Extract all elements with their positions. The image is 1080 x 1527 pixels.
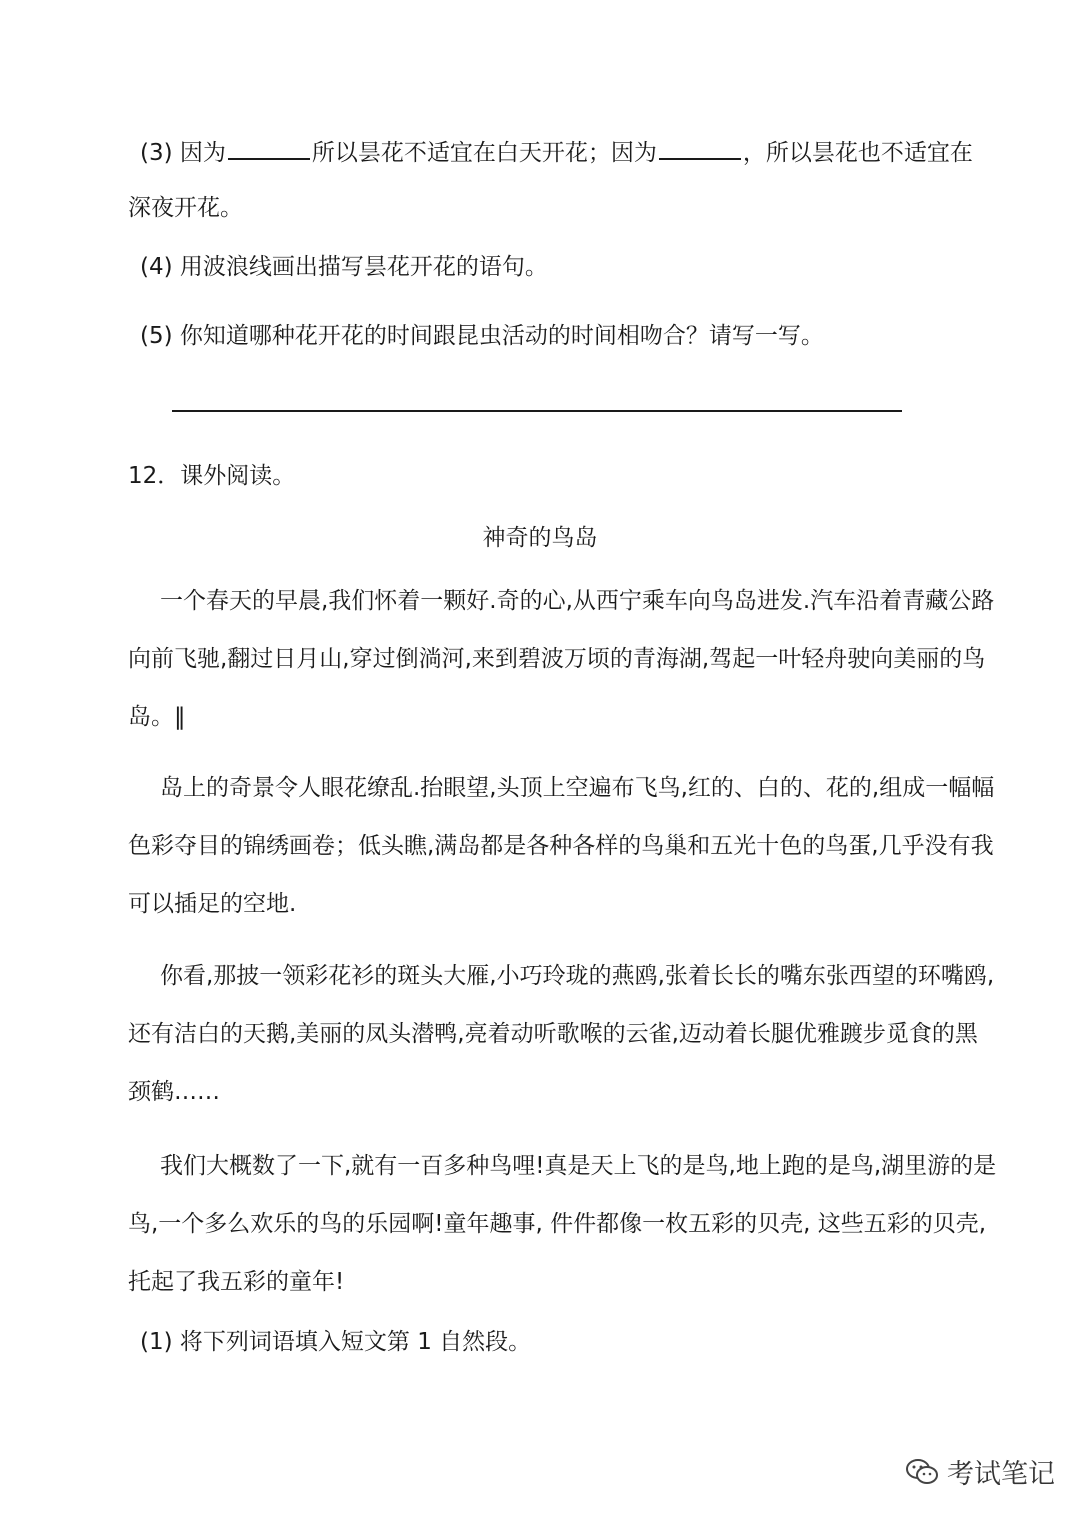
question-3-line-2: 深夜开花。: [128, 195, 243, 221]
paragraph-3-line-2: 还有洁白的天鹅,美丽的凤头潜鸭,亮着动听歌喉的云雀,迈动着长腿优雅踱步觅食的黑: [128, 1021, 978, 1047]
q3-text-3: ，所以昙花也不适宜在: [742, 140, 973, 166]
paragraph-2-line-3: 可以插足的空地.: [128, 891, 297, 917]
answer-blank-1[interactable]: [228, 136, 310, 160]
paragraph-2-line-1: 岛上的奇景令人眼花缭乱.抬眼望,头顶上空遍布飞鸟,红的、白的、花的,组成一幅幅: [160, 775, 995, 801]
article-title: 神奇的鸟岛: [482, 525, 598, 551]
q3-text-2: 所以昙花不适宜在白天开花；因为: [311, 140, 657, 166]
answer-line[interactable]: [172, 410, 902, 412]
question-12-heading: 12．课外阅读。: [128, 463, 296, 489]
paragraph-1-line-3: 岛。‖: [128, 704, 186, 730]
paragraph-4-line-1: 我们大概数了一下,就有一百多种鸟哩!真是天上飞的是鸟,地上跑的是鸟,湖里游的是: [160, 1153, 997, 1179]
paragraph-4-line-2: 鸟,一个多么欢乐的鸟的乐园啊!童年趣事, 件件都像一枚五彩的贝壳, 这些五彩的贝壳,: [128, 1211, 987, 1237]
paragraph-3-line-3: 颈鹤……: [128, 1079, 220, 1105]
watermark: [905, 1452, 1055, 1491]
paragraph-2-line-2: 色彩夺目的锦绣画卷；低头瞧,满岛都是各种各样的鸟巢和五光十色的鸟蛋,几乎没有我: [128, 833, 994, 859]
q3-text-1: (3) 因为: [140, 140, 226, 166]
question-3-line-1: [140, 136, 973, 169]
sub-question-1: (1) 将下列词语填入短文第 1 自然段。: [140, 1329, 532, 1355]
paragraph-1-line-2: 向前飞驰,翻过日月山,穿过倒淌河,来到碧波万顷的青海湖,驾起一叶轻舟驶向美丽的鸟: [128, 646, 986, 672]
paragraph-1-line-1: 一个春天的早晨,我们怀着一颗好.奇的心,从西宁乘车向鸟岛进发.汽车沿着青藏公路: [160, 588, 995, 614]
answer-blank-2[interactable]: [659, 136, 741, 160]
watermark-text: 考试笔记: [947, 1459, 1055, 1490]
paragraph-3-line-1: 你看,那披一领彩花衫的斑头大雁,小巧玲珑的燕鸥,张着长长的嘴东张西望的环嘴鸥,: [160, 963, 995, 989]
question-5: (5) 你知道哪种花开花的时间跟昆虫活动的时间相吻合？请写一写。: [140, 323, 824, 349]
wechat-icon: [905, 1457, 939, 1487]
question-4: (4) 用波浪线画出描写昙花开花的语句。: [140, 254, 548, 280]
paragraph-4-line-3: 托起了我五彩的童年!: [128, 1269, 345, 1295]
